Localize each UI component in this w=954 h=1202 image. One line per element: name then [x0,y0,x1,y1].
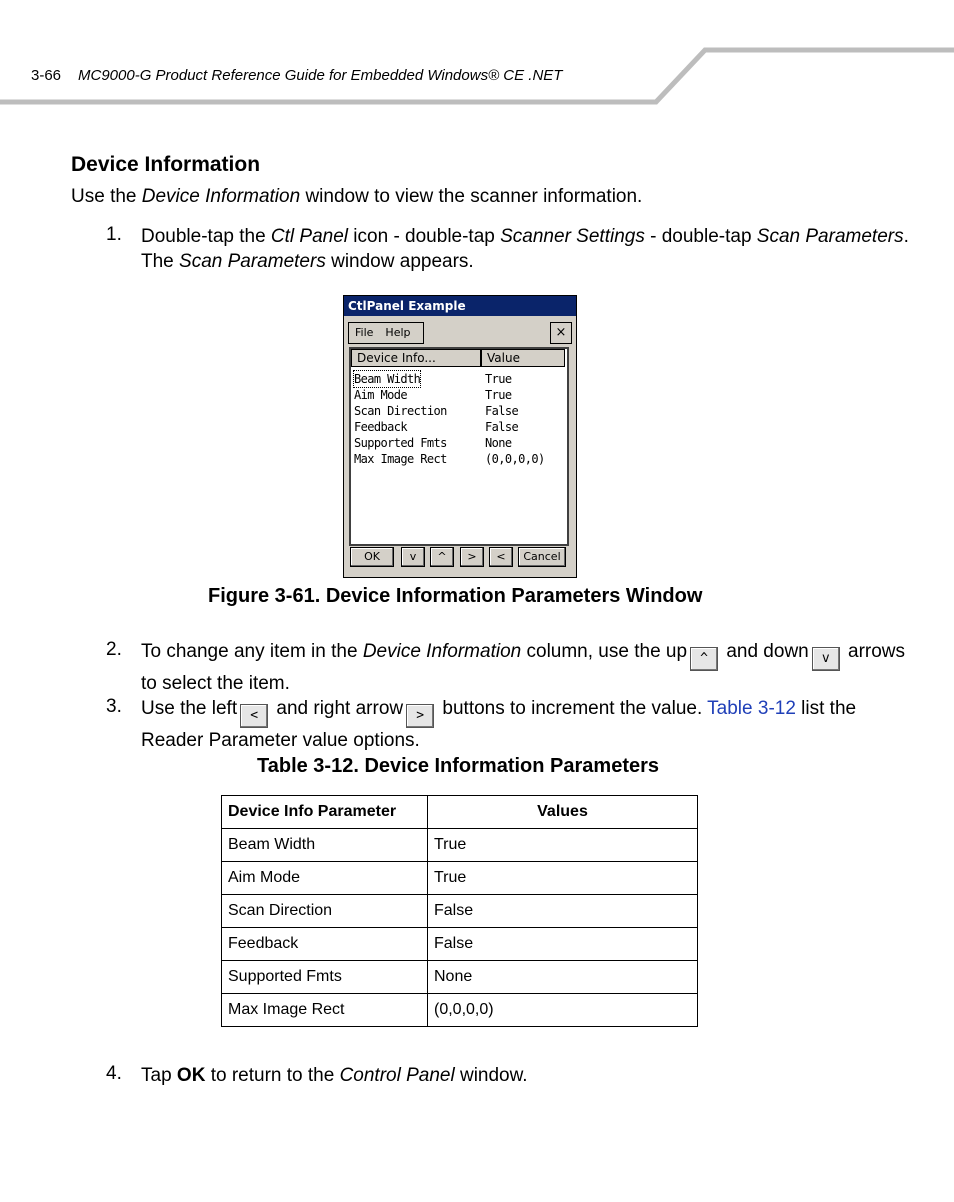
up-button[interactable]: ^ [430,547,454,567]
list-item-name[interactable]: Aim Mode [354,388,407,402]
list-item-name[interactable]: Max Image Rect [354,452,447,466]
table-header: Values [428,796,698,829]
table-cell: False [428,895,698,928]
step-2-number: 2. [106,639,122,660]
table-caption: Table 3-12. Device Information Parameters [257,755,660,777]
down-button[interactable]: v [401,547,425,567]
list-item-value: True [485,372,512,386]
cancel-button[interactable]: Cancel [518,547,566,567]
section-heading: Device Information [71,153,261,176]
step-1-number: 1. [106,224,122,245]
table-header: Device Info Parameter [222,796,428,829]
table-row [222,895,698,928]
table-cell: True [428,829,698,862]
step-2-text: To change any item in the Device Information column, use the up ^ and down v arrows to select the item. [141,641,906,694]
table-cell: Aim Mode [222,862,428,895]
parameters-table [221,795,698,1027]
table-cell: False [428,928,698,961]
table-cell: (0,0,0,0) [428,994,698,1027]
down-arrow-icon: v [812,647,840,671]
intro-paragraph: Use the Device Information window to view the scanner information. [71,186,643,207]
table-cell: True [428,862,698,895]
list-item-name[interactable]: Scan Direction [354,404,447,418]
table-cell: None [428,961,698,994]
table-row [222,961,698,994]
up-arrow-icon: ^ [690,647,718,671]
close-icon[interactable]: × [550,322,572,344]
table-row [222,994,698,1027]
left-button[interactable]: < [489,547,513,567]
ctlpanel-window [343,295,577,578]
table-cell: Beam Width [222,829,428,862]
step-3-text: Use the left < and right arrow > buttons to increment the value. Table 3-12 list the Reader Parameter value options. [141,698,857,751]
table-row [222,928,698,961]
menu-help[interactable]: Help [385,326,411,339]
window-title: CtlPanel Example [344,296,576,316]
table-row [222,862,698,895]
step-4-text: Tap OK to return to the Control Panel window. [141,1065,528,1086]
table-row [222,829,698,862]
right-button[interactable]: > [460,547,484,567]
left-arrow-icon: < [240,704,268,728]
step-1-text: Double-tap the Ctl Panel icon - double-tap Scanner Settings - double-tap Scan Parameters. The Scan Parameters window appears. [141,226,909,272]
column-header-device-info[interactable]: Device Info... [351,349,481,367]
table-cell: Feedback [222,928,428,961]
list-item-value: None [485,436,512,450]
table-link[interactable]: Table 3-12 [707,698,796,719]
table-cell: Supported Fmts [222,961,428,994]
list-item-value: False [485,420,519,434]
device-info-list[interactable] [349,347,569,546]
list-item-name[interactable]: Feedback [354,420,407,434]
table-header-row [222,796,698,829]
header-rule [0,0,954,110]
list-item-name[interactable]: Beam Width [354,372,421,386]
table-cell: Scan Direction [222,895,428,928]
step-4-number: 4. [106,1063,122,1084]
table-cell: Max Image Rect [222,994,428,1027]
right-arrow-icon: > [406,704,434,728]
menu-file[interactable]: File [355,326,374,339]
list-item-value: (0,0,0,0) [485,452,545,466]
page-number: 3-66 [31,67,62,84]
running-header: MC9000-G Product Reference Guide for Embedded Windows® CE .NET [78,67,563,84]
list-item-value: True [485,388,512,402]
list-item-value: False [485,404,519,418]
menu-bar [348,322,424,344]
list-item-name[interactable]: Supported Fmts [354,436,447,450]
ok-button[interactable]: OK [350,547,394,567]
column-header-value[interactable]: Value [481,349,565,367]
figure-caption: Figure 3-61. Device Information Parameters Window [208,585,703,607]
step-3-number: 3. [106,696,122,717]
